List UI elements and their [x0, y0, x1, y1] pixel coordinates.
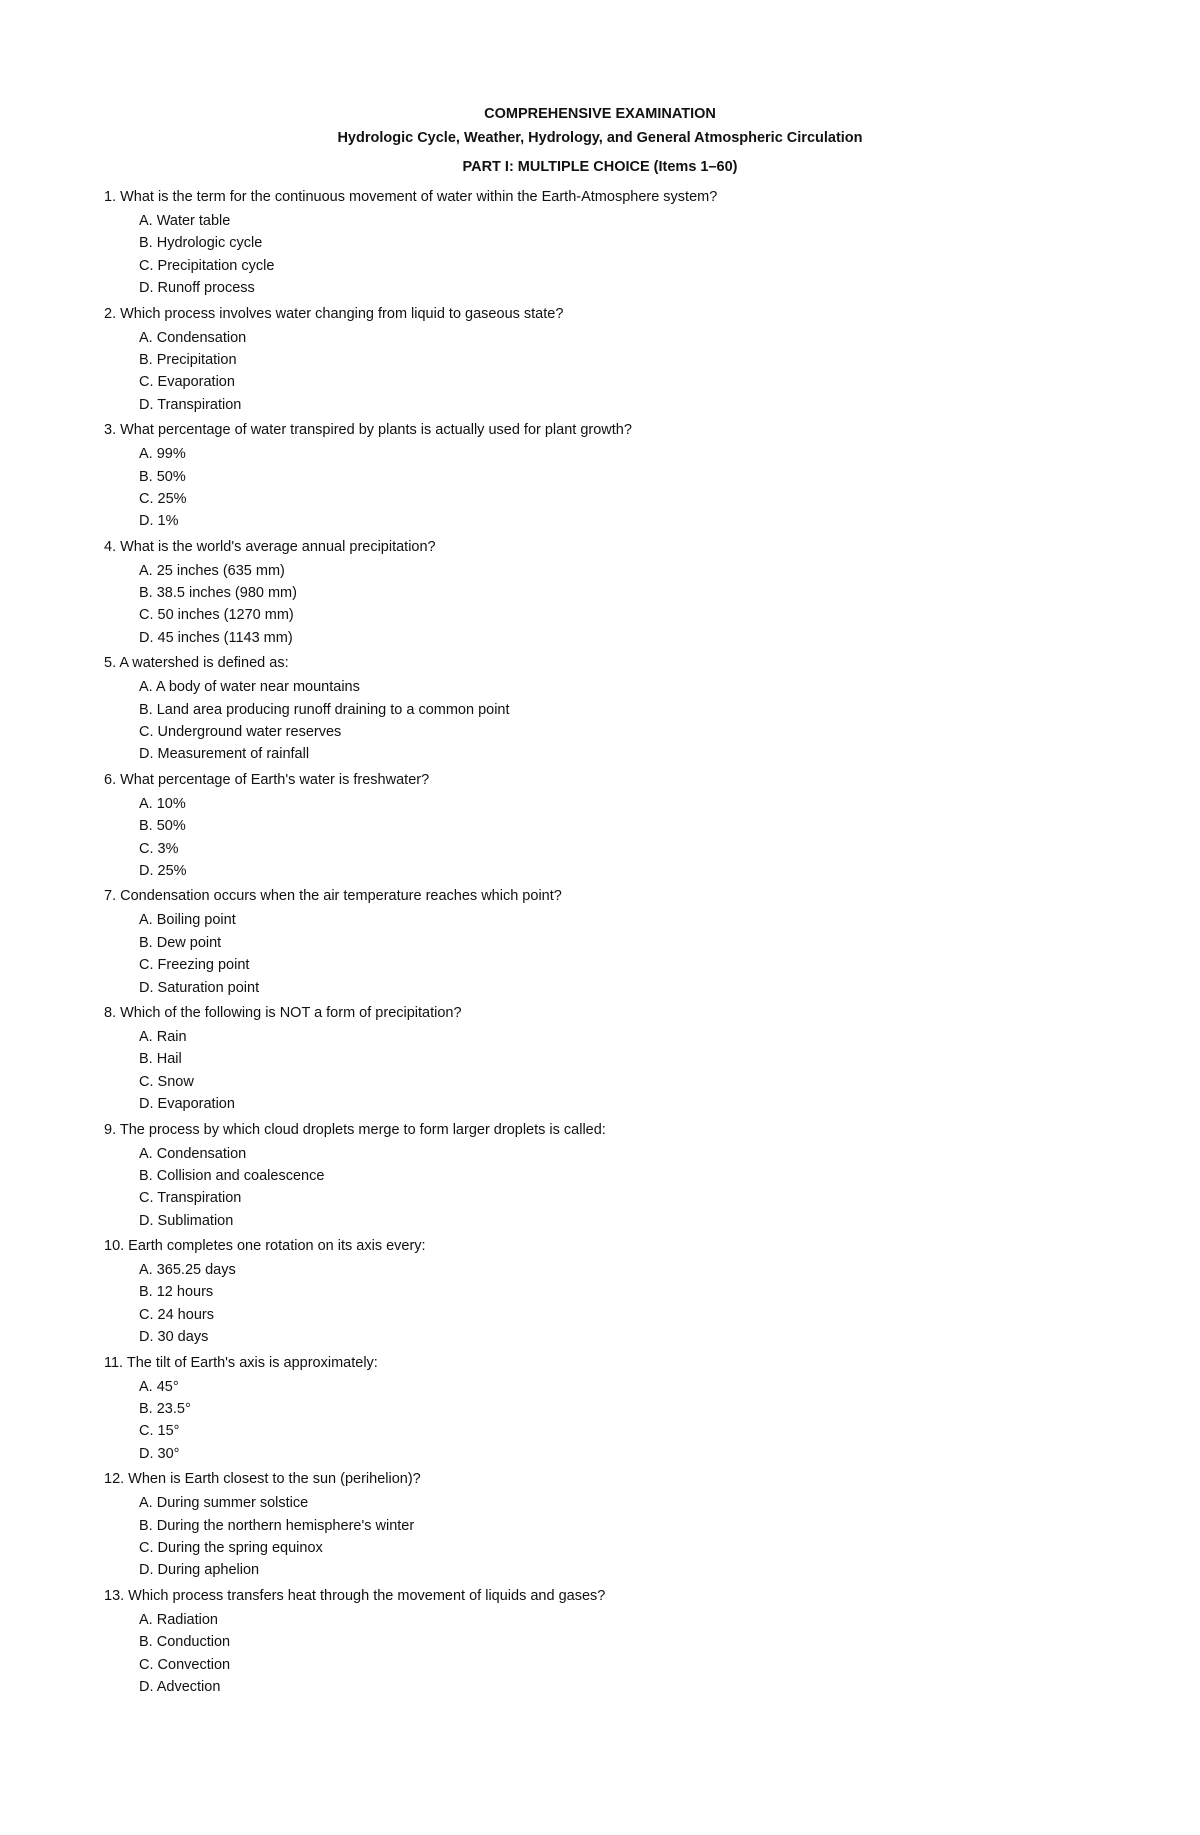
- question-text: 7. Condensation occurs when the air temperature reaches which point?: [104, 888, 562, 905]
- answer-option: D. During aphelion: [139, 1562, 260, 1579]
- answer-option: A. 25 inches (635 mm): [139, 562, 285, 579]
- answer-option: A. During summer solstice: [139, 1495, 309, 1512]
- answer-option: C. Convection: [139, 1656, 231, 1673]
- part-heading: PART I: MULTIPLE CHOICE (Items 1–60): [462, 159, 738, 175]
- answer-options: [104, 327, 1104, 417]
- question-13: [104, 1583, 1104, 1699]
- answer-option: C. Underground water reserves: [139, 724, 342, 741]
- answer-options: [104, 793, 1104, 883]
- question-8: [104, 1000, 1104, 1116]
- question-text: 2. Which process involves water changing from liquid to gaseous state?: [104, 305, 564, 322]
- answer-option: C. Evaporation: [139, 374, 235, 391]
- answer-option: D. 30°: [139, 1445, 180, 1462]
- answer-option: B. Conduction: [139, 1634, 231, 1651]
- answer-option: B. 50%: [139, 818, 186, 835]
- answer-option: C. 24 hours: [139, 1306, 214, 1323]
- answer-option: B. Collision and coalescence: [139, 1167, 325, 1184]
- question-4: [104, 534, 1104, 650]
- answer-options: [104, 1376, 1104, 1466]
- answer-option: C. Transpiration: [139, 1190, 242, 1207]
- answer-option: A. 10%: [139, 795, 186, 812]
- answer-options: [104, 909, 1104, 999]
- answer-options: [104, 210, 1104, 300]
- answer-option: A. Radiation: [139, 1611, 218, 1628]
- answer-option: D. 45 inches (1143 mm): [139, 629, 293, 646]
- answer-options: [104, 1143, 1104, 1233]
- answer-option: A. Condensation: [139, 329, 247, 346]
- answer-option: B. 23.5°: [139, 1401, 191, 1418]
- question-5: [104, 650, 1104, 766]
- answer-option: D. 25%: [139, 862, 187, 879]
- question-text: 12. When is Earth closest to the sun (perihelion)?: [104, 1471, 421, 1488]
- answer-option: D. Transpiration: [139, 396, 242, 413]
- question-10: [104, 1233, 1104, 1349]
- question-text: 3. What percentage of water transpired by plants is actually used for plant growth?: [104, 422, 632, 439]
- question-text: 4. What is the world's average annual precipitation?: [104, 538, 436, 555]
- answer-option: B. 50%: [139, 468, 186, 485]
- answer-option: A. A body of water near mountains: [139, 679, 360, 696]
- answer-option: D. Measurement of rainfall: [139, 746, 310, 763]
- answer-option: A. 45°: [139, 1378, 179, 1395]
- answer-option: C. Snow: [139, 1073, 194, 1090]
- answer-option: A. 365.25 days: [139, 1262, 236, 1279]
- answer-option: C. During the spring equinox: [139, 1539, 323, 1556]
- answer-option: B. Land area producing runoff draining to a common point: [139, 701, 510, 718]
- answer-option: B. 38.5 inches (980 mm): [139, 585, 297, 602]
- question-11: [104, 1350, 1104, 1466]
- answer-option: B. Hydrologic cycle: [139, 235, 263, 252]
- question-6: [104, 767, 1104, 883]
- question-text: 6. What percentage of Earth's water is freshwater?: [104, 771, 430, 788]
- answer-options: [104, 676, 1104, 766]
- question-text: 5. A watershed is defined as:: [104, 655, 289, 672]
- answer-option: C. 15°: [139, 1423, 180, 1440]
- answer-option: D. Runoff process: [139, 280, 255, 297]
- answer-option: D. Advection: [139, 1678, 221, 1695]
- answer-option: A. Boiling point: [139, 912, 236, 929]
- answer-option: A. Rain: [139, 1028, 187, 1045]
- answer-option: D. Sublimation: [139, 1212, 234, 1229]
- answer-option: B. 12 hours: [139, 1284, 214, 1301]
- question-text: 10. Earth completes one rotation on its axis every:: [104, 1238, 426, 1255]
- question-text: 1. What is the term for the continuous movement of water within the Earth-Atmosphere system?: [104, 189, 718, 205]
- answer-option: D. Saturation point: [139, 979, 260, 996]
- question-12: [104, 1466, 1104, 1582]
- answer-option: C. Precipitation cycle: [139, 257, 275, 274]
- answer-options: [104, 1609, 1104, 1699]
- answer-option: C. 3%: [139, 840, 179, 857]
- question-text: 8. Which of the following is NOT a form of precipitation?: [104, 1004, 462, 1021]
- question-2: [104, 301, 1104, 417]
- exam-title: COMPREHENSIVE EXAMINATION: [484, 106, 716, 122]
- answer-options: [104, 443, 1104, 533]
- answer-option: B. Dew point: [139, 934, 222, 951]
- answer-options: [104, 560, 1104, 650]
- question-9: [104, 1117, 1104, 1233]
- question-list: [104, 184, 1104, 1699]
- question-text: 11. The tilt of Earth's axis is approximately:: [104, 1354, 378, 1371]
- question-text: 13. Which process transfers heat through the movement of liquids and gases?: [104, 1587, 606, 1604]
- exam-subtitle: Hydrologic Cycle, Weather, Hydrology, and General Atmospheric Circulation: [337, 130, 863, 146]
- answer-option: C. 50 inches (1270 mm): [139, 607, 294, 624]
- question-3: [104, 417, 1104, 533]
- question-1: [104, 184, 1104, 300]
- answer-option: D. 30 days: [139, 1329, 209, 1346]
- answer-option: A. 99%: [139, 446, 186, 463]
- answer-option: D. Evaporation: [139, 1096, 235, 1113]
- answer-option: B. Precipitation: [139, 351, 237, 368]
- question-text: 9. The process by which cloud droplets merge to form larger droplets is called:: [104, 1121, 606, 1138]
- answer-option: D. 1%: [139, 513, 179, 530]
- answer-option: B. Hail: [139, 1051, 182, 1068]
- answer-options: [104, 1259, 1104, 1349]
- answer-option: C. Freezing point: [139, 957, 250, 974]
- answer-option: A. Condensation: [139, 1145, 247, 1162]
- question-7: [104, 883, 1104, 999]
- answer-options: [104, 1026, 1104, 1116]
- answer-options: [104, 1492, 1104, 1582]
- answer-option: A. Water table: [139, 213, 231, 229]
- answer-option: C. 25%: [139, 490, 187, 507]
- answer-option: B. During the northern hemisphere's winter: [139, 1517, 415, 1534]
